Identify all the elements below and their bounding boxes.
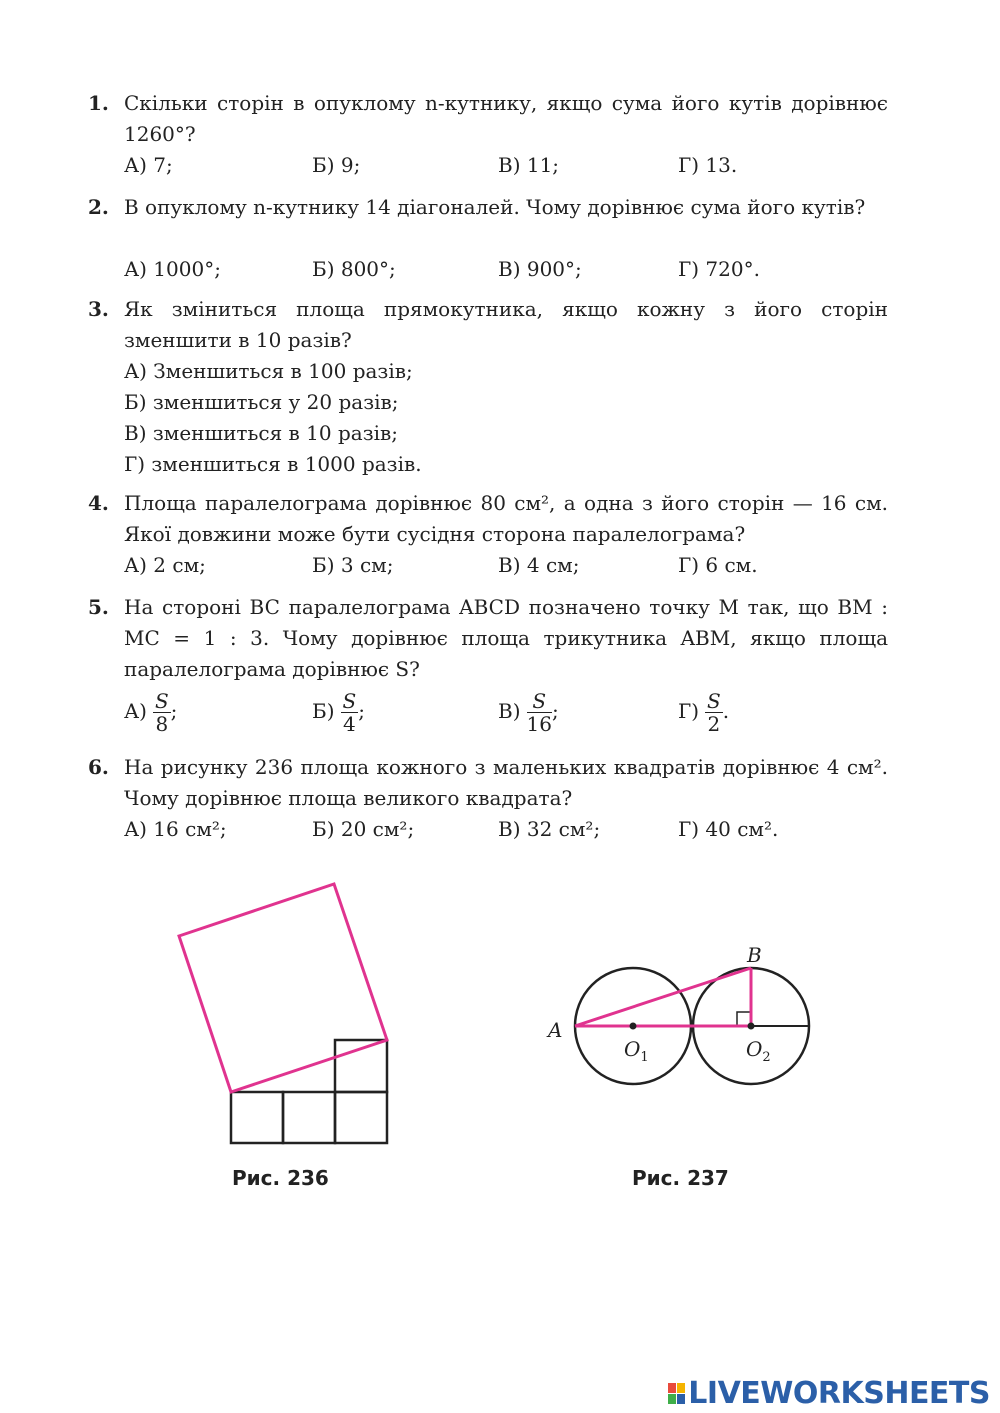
question-number: 4.	[88, 491, 109, 515]
fraction	[527, 690, 552, 735]
point-o2	[748, 1023, 755, 1030]
label-a: A	[548, 1018, 563, 1042]
option-end: .	[722, 699, 730, 723]
question-text: На стороні BC паралелограма ABCD позначено точку M так, що BM : MC = 1 : 3. Чому дорівнює площа трикутника ABM, якщо площа паралелограма дорівнює S?	[124, 595, 888, 681]
option-end: ;	[551, 699, 559, 723]
fraction-numerator: S	[527, 690, 552, 713]
option-label: Б)	[312, 699, 335, 723]
question-3	[88, 294, 888, 480]
option-end: ;	[358, 699, 365, 723]
option-a[interactable]: А) 7;	[124, 153, 173, 177]
figure-236-caption: Рис. 236	[232, 1166, 329, 1190]
option-a[interactable]: А) 16 см²;	[124, 817, 227, 841]
question-text: Як зміниться площа прямокутника, якщо кожну з його сторін зменшити в 10 разів?	[124, 297, 888, 352]
label-b: B	[747, 943, 762, 967]
question-text: На рисунку 236 площа кожного з маленьких квадратів дорівнює 4 см². Чому дорівнює площа великого квадрата?	[124, 755, 888, 810]
fraction	[341, 690, 359, 735]
question-text: В опуклому n-кутнику 14 діагоналей. Чому дорівнює сума його кутів?	[124, 195, 866, 219]
brand-icon	[668, 1383, 686, 1405]
option-a[interactable]	[124, 690, 177, 735]
small-square	[231, 1092, 283, 1143]
option-d[interactable]	[678, 690, 729, 735]
option-end: ;	[170, 699, 178, 723]
figure-236	[170, 875, 400, 1155]
large-square	[179, 884, 387, 1092]
answer-options	[124, 814, 888, 845]
question-number: 1.	[88, 91, 109, 115]
small-square	[335, 1092, 387, 1143]
small-square	[283, 1092, 335, 1143]
figure-237	[540, 935, 830, 1105]
option-c[interactable]	[498, 690, 559, 735]
fraction-numerator: S	[342, 689, 357, 713]
fraction-denominator: 16	[526, 712, 552, 736]
option-d[interactable]: Г) зменшиться в 1000 разів.	[124, 452, 422, 476]
question-number: 5.	[88, 595, 109, 619]
question-number: 2.	[88, 195, 109, 219]
label-o2	[746, 1037, 771, 1065]
question-2	[88, 192, 888, 292]
option-a[interactable]: А) 2 см;	[124, 553, 206, 577]
question-text: Площа паралелограма дорівнює 80 см², а одна з його сторін — 16 см. Якої довжини може бути сусідня сторона паралелограма?	[124, 491, 888, 546]
fraction-denominator: 2	[707, 712, 721, 736]
label-o1	[624, 1037, 649, 1065]
label-o1-letter: O	[624, 1037, 641, 1061]
label-o1-subscript: 1	[640, 1050, 649, 1065]
answer-options	[124, 690, 888, 742]
option-b[interactable]: Б) 3 см;	[312, 553, 394, 577]
option-b[interactable]: Б) 800°;	[312, 257, 396, 281]
answer-options	[124, 254, 888, 285]
option-c[interactable]: В) 11;	[498, 153, 560, 177]
option-label: А)	[124, 699, 147, 723]
option-b[interactable]: Б) 20 см²;	[312, 817, 415, 841]
option-b[interactable]: Б) 9;	[312, 153, 361, 177]
option-c[interactable]: В) 32 см²;	[498, 817, 601, 841]
option-a[interactable]: А) Зменшиться в 100 разів;	[124, 359, 413, 383]
option-b[interactable]: Б) зменшиться у 20 разів;	[124, 390, 399, 414]
question-5	[88, 592, 888, 752]
question-4	[88, 488, 888, 588]
option-d[interactable]: Г) 40 см².	[678, 817, 779, 841]
answer-options	[124, 150, 888, 181]
option-label: Г)	[678, 699, 700, 723]
question-6	[88, 752, 888, 852]
option-d[interactable]: Г) 6 см.	[678, 553, 758, 577]
liveworksheets-logo	[668, 1376, 990, 1411]
option-c[interactable]: В) 4 см;	[498, 553, 580, 577]
fraction-numerator: S	[707, 689, 721, 713]
question-text: Скільки сторін в опуклому n-кутнику, якщо сума його кутів дорівнює 1260°?	[124, 91, 888, 146]
question-number: 6.	[88, 755, 109, 779]
fraction	[153, 690, 171, 735]
option-c[interactable]: В) зменшиться в 10 разів;	[124, 421, 398, 445]
option-b[interactable]	[312, 690, 365, 735]
figure-237-caption: Рис. 237	[632, 1166, 729, 1190]
option-c[interactable]: В) 900°;	[498, 257, 582, 281]
label-o2-subscript: 2	[762, 1050, 771, 1065]
option-d[interactable]: Г) 13.	[678, 153, 738, 177]
fraction-denominator: 4	[342, 712, 356, 736]
small-squares-grid	[231, 1040, 387, 1143]
option-d[interactable]: Г) 720°.	[678, 257, 760, 281]
fraction-denominator: 8	[155, 712, 169, 736]
point-o1	[630, 1023, 637, 1030]
question-number: 3.	[88, 297, 109, 321]
option-label: В)	[498, 699, 521, 723]
question-1	[88, 88, 888, 188]
fraction	[705, 690, 723, 735]
label-o2-letter: O	[746, 1037, 763, 1061]
fraction-numerator: S	[154, 689, 169, 713]
brand-text: LIVEWORKSHEETS	[688, 1376, 990, 1411]
answer-options	[124, 550, 888, 581]
option-a[interactable]: А) 1000°;	[124, 257, 221, 281]
